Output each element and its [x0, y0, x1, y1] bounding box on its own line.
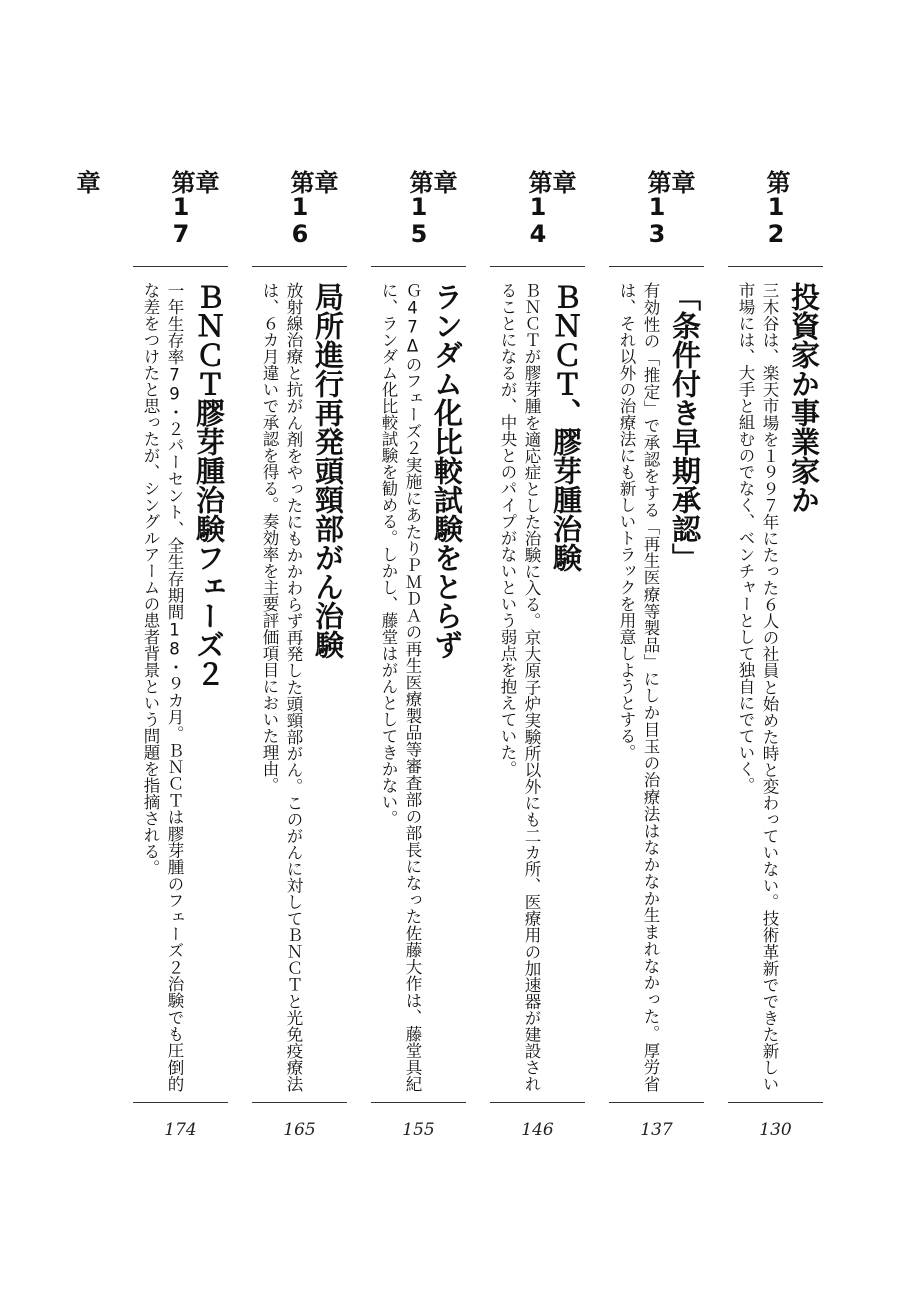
- chapter-label: 第12章: [667, 170, 790, 247]
- chapter-description: 一年生存率79・２パーセント、全生存期間18・９カ月。ＢＮＣＴは膠芽腫のフェーズ２治験でも圧倒的な差をつけたと思ったが、シングルアームの患者背景という問題を指摘される。: [141, 282, 184, 1092]
- page-number: 155: [402, 1120, 435, 1140]
- chapter-body: [611, 282, 702, 1092]
- top-divider: [728, 266, 823, 267]
- chapter-body: [730, 282, 821, 1092]
- chapter-body: [254, 282, 345, 1092]
- page-number: 174: [164, 1120, 197, 1140]
- chapter-label: 第13章: [548, 170, 671, 247]
- chapter-label: 第14章: [429, 170, 552, 247]
- chapter-description: 放射線治療と抗がん剤をやったにもかかわらず再発した頭頸部がん。このがんに対してＢＮＣＴと光免疫療法は、６カ月違いで承認を得る。奏効率を主要評価項目においた理由。: [260, 282, 303, 1092]
- bottom-divider: [609, 1102, 704, 1103]
- page-number: 146: [521, 1120, 554, 1140]
- bottom-divider: [133, 1102, 228, 1103]
- chapter-label: 第16章: [191, 170, 314, 247]
- chapter-title: 投資家か事業家か: [787, 282, 821, 514]
- top-divider: [371, 266, 466, 267]
- bottom-divider: [252, 1102, 347, 1103]
- bottom-divider: [728, 1102, 823, 1103]
- chapter-label: 第15章: [310, 170, 433, 247]
- chapter-title: 局所進行再発頭頸部がん治験: [311, 282, 345, 659]
- bottom-divider: [490, 1102, 585, 1103]
- chapter-body: [373, 282, 464, 1092]
- chapter-body: [492, 282, 583, 1092]
- page-number: 165: [283, 1120, 316, 1140]
- chapter-title: ランダム化比較試験をとらず: [430, 282, 464, 659]
- chapter-label: 第17章: [72, 170, 195, 247]
- chapter-description: 有効性の「推定」で承認をする「再生医療等製品」にしか目玉の治療法はなかなか生まれなかった。厚労省は、それ以外の治療法にも新しいトラックを用意しようとする。: [617, 282, 660, 1092]
- top-divider: [252, 266, 347, 267]
- page-number: 130: [759, 1120, 792, 1140]
- chapter-body: [135, 282, 226, 1092]
- chapter-description: 三木谷は、楽天市場を１９９７年にたった６人の社員と始めた時と変わっていない。技術革新でできた新しい市場には、大手と組むのでなく、ベンチャーとして独自にでていく。: [736, 282, 779, 1092]
- top-divider: [133, 266, 228, 267]
- chapter-17: [72, 170, 228, 1160]
- page-number: 137: [640, 1120, 673, 1140]
- bottom-divider: [371, 1102, 466, 1103]
- top-divider: [609, 266, 704, 267]
- chapter-title: ＢＮＣＴ、膠芽腫治験: [549, 282, 583, 572]
- chapter-description: ＢＮＣＴが膠芽腫を適応症とした治験に入る。京大原子炉実験所以外にも二カ所、医療用の加速器が建設されることになるが、中央とのパイプがないという弱点を抱えていた。: [498, 282, 541, 1092]
- top-divider: [490, 266, 585, 267]
- chapter-title: 「条件付き早期承認」: [668, 282, 702, 572]
- chapter-title: ＢＮＣＴ膠芽腫治験フェーズ２: [192, 282, 226, 688]
- chapter-description: Ｇ47Δのフェーズ２実施にあたりＰＭＤＡの再生医療製品等審査部の部長になった佐藤大作は、藤堂具紀に、ランダム化比較試験を勧める。しかし、藤堂はがんとしてきかない。: [379, 282, 422, 1092]
